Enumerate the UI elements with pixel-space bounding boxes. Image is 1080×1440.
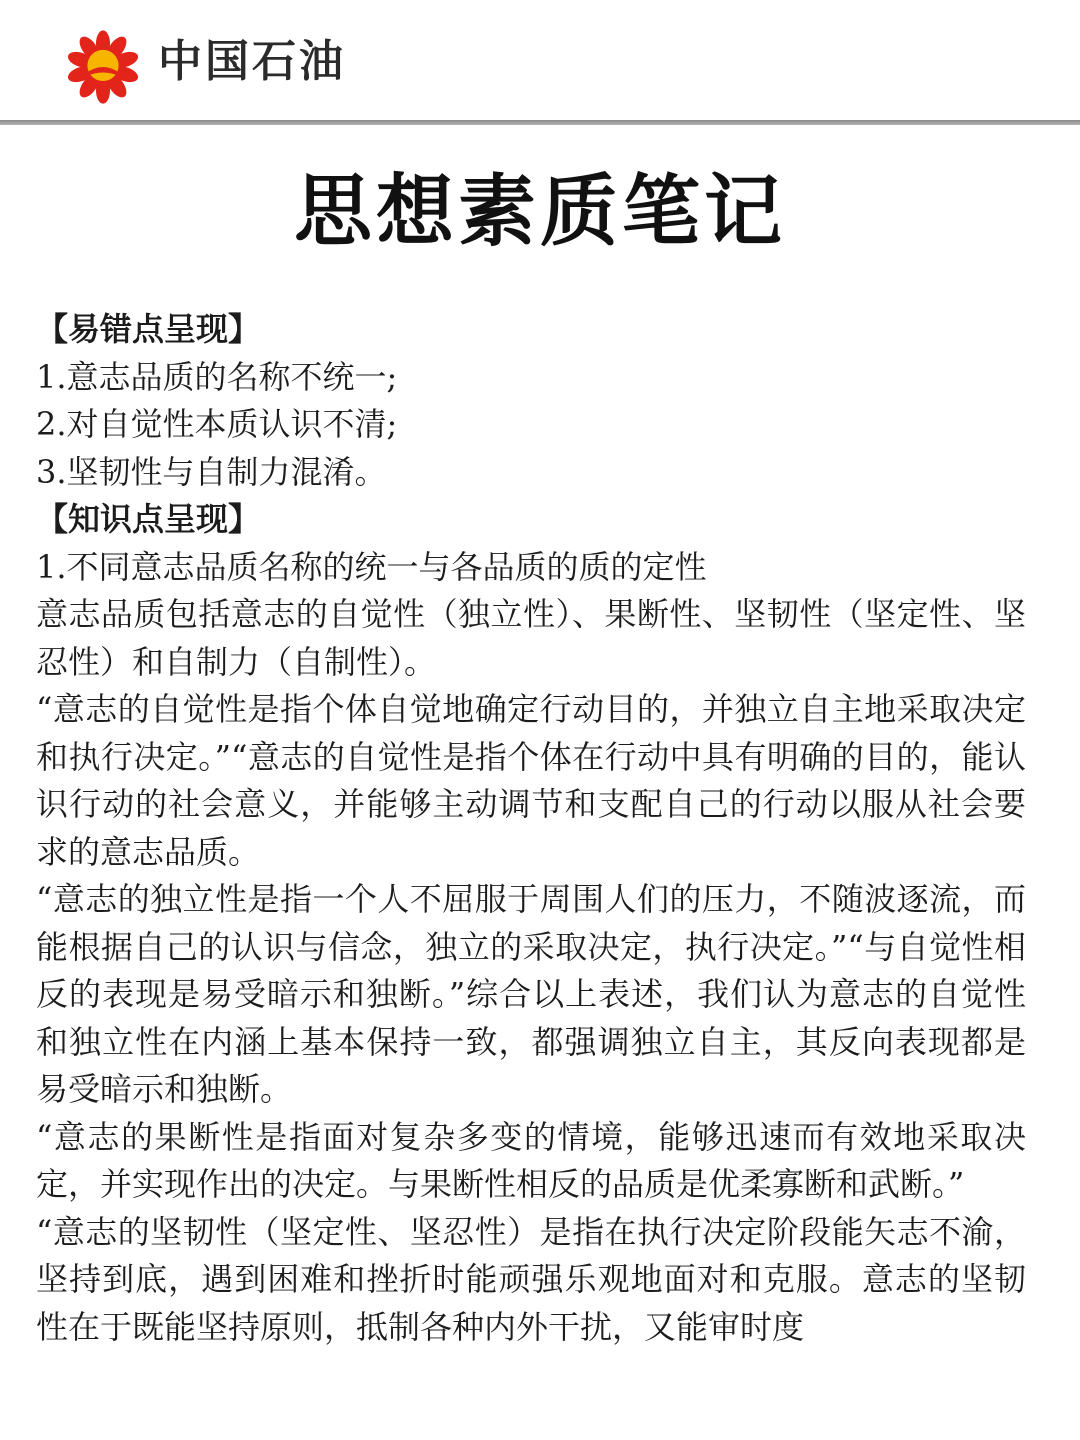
note-paragraph: 1.意志品质的名称不统一; [36,357,398,396]
note-paragraph: “意志的自觉性是指个体自觉地确定行动目的，并独立自主地采取决定和执行决定。”“意志的自觉性是指个体在行动中具有明确的目的，能认识行动的社会意义，并能够主动调节和支配自己的行动以服从社会要求的意志品质。 [36,690,1026,871]
note-paragraph: “意志的坚韧性（坚定性、坚忍性）是指在执行决定阶段能矢志不渝，坚持到底，遇到困难和挫折时能顽强乐观地面对和克服。意志的坚韧性在于既能坚持原则，抵制各种内外干扰，又能审时度 [36,1212,1026,1346]
note-paragraph: 意志品质包括意志的自觉性（独立性）、果断性、坚韧性（坚定性、坚忍性）和自制力（自制性）。 [36,595,1026,681]
page-title: 思想素质笔记 [293,167,786,257]
note-paragraph: “意志的独立性是指一个人不屈服于周围人们的压力，不随波逐流，而能根据自己的认识与信念，独立的采取决定，执行决定。”“与自觉性相反的表现是易受暗示和独断。”综合以上表述，我们认为意志的自觉性和独立性在内涵上基本保持一致，都强调独立自主，其反向表现都是易受暗示和独断。 [36,880,1026,1108]
note-paragraph: 3.坚韧性与自制力混淆。 [36,452,387,491]
section-heading: 【易错点呈现】 [36,310,261,348]
note-paragraph: 1.不同意志品质名称的统一与各品质的质的定性 [36,547,707,586]
brand-name: 中国石油 [158,36,346,87]
note-paragraph: “意志的果断性是指面对复杂多变的情境，能够迅速而有效地采取决定，并实现作出的决定。与果断性相反的品质是优柔寡断和武断。” [36,1117,1026,1203]
petrochina-logo-icon [64,28,142,106]
page-header [0,0,1080,120]
header-divider [0,120,1080,125]
section-heading: 【知识点呈现】 [36,500,261,538]
note-body [36,306,1026,1351]
note-paragraph: 2.对自觉性本质认识不清; [36,405,398,443]
